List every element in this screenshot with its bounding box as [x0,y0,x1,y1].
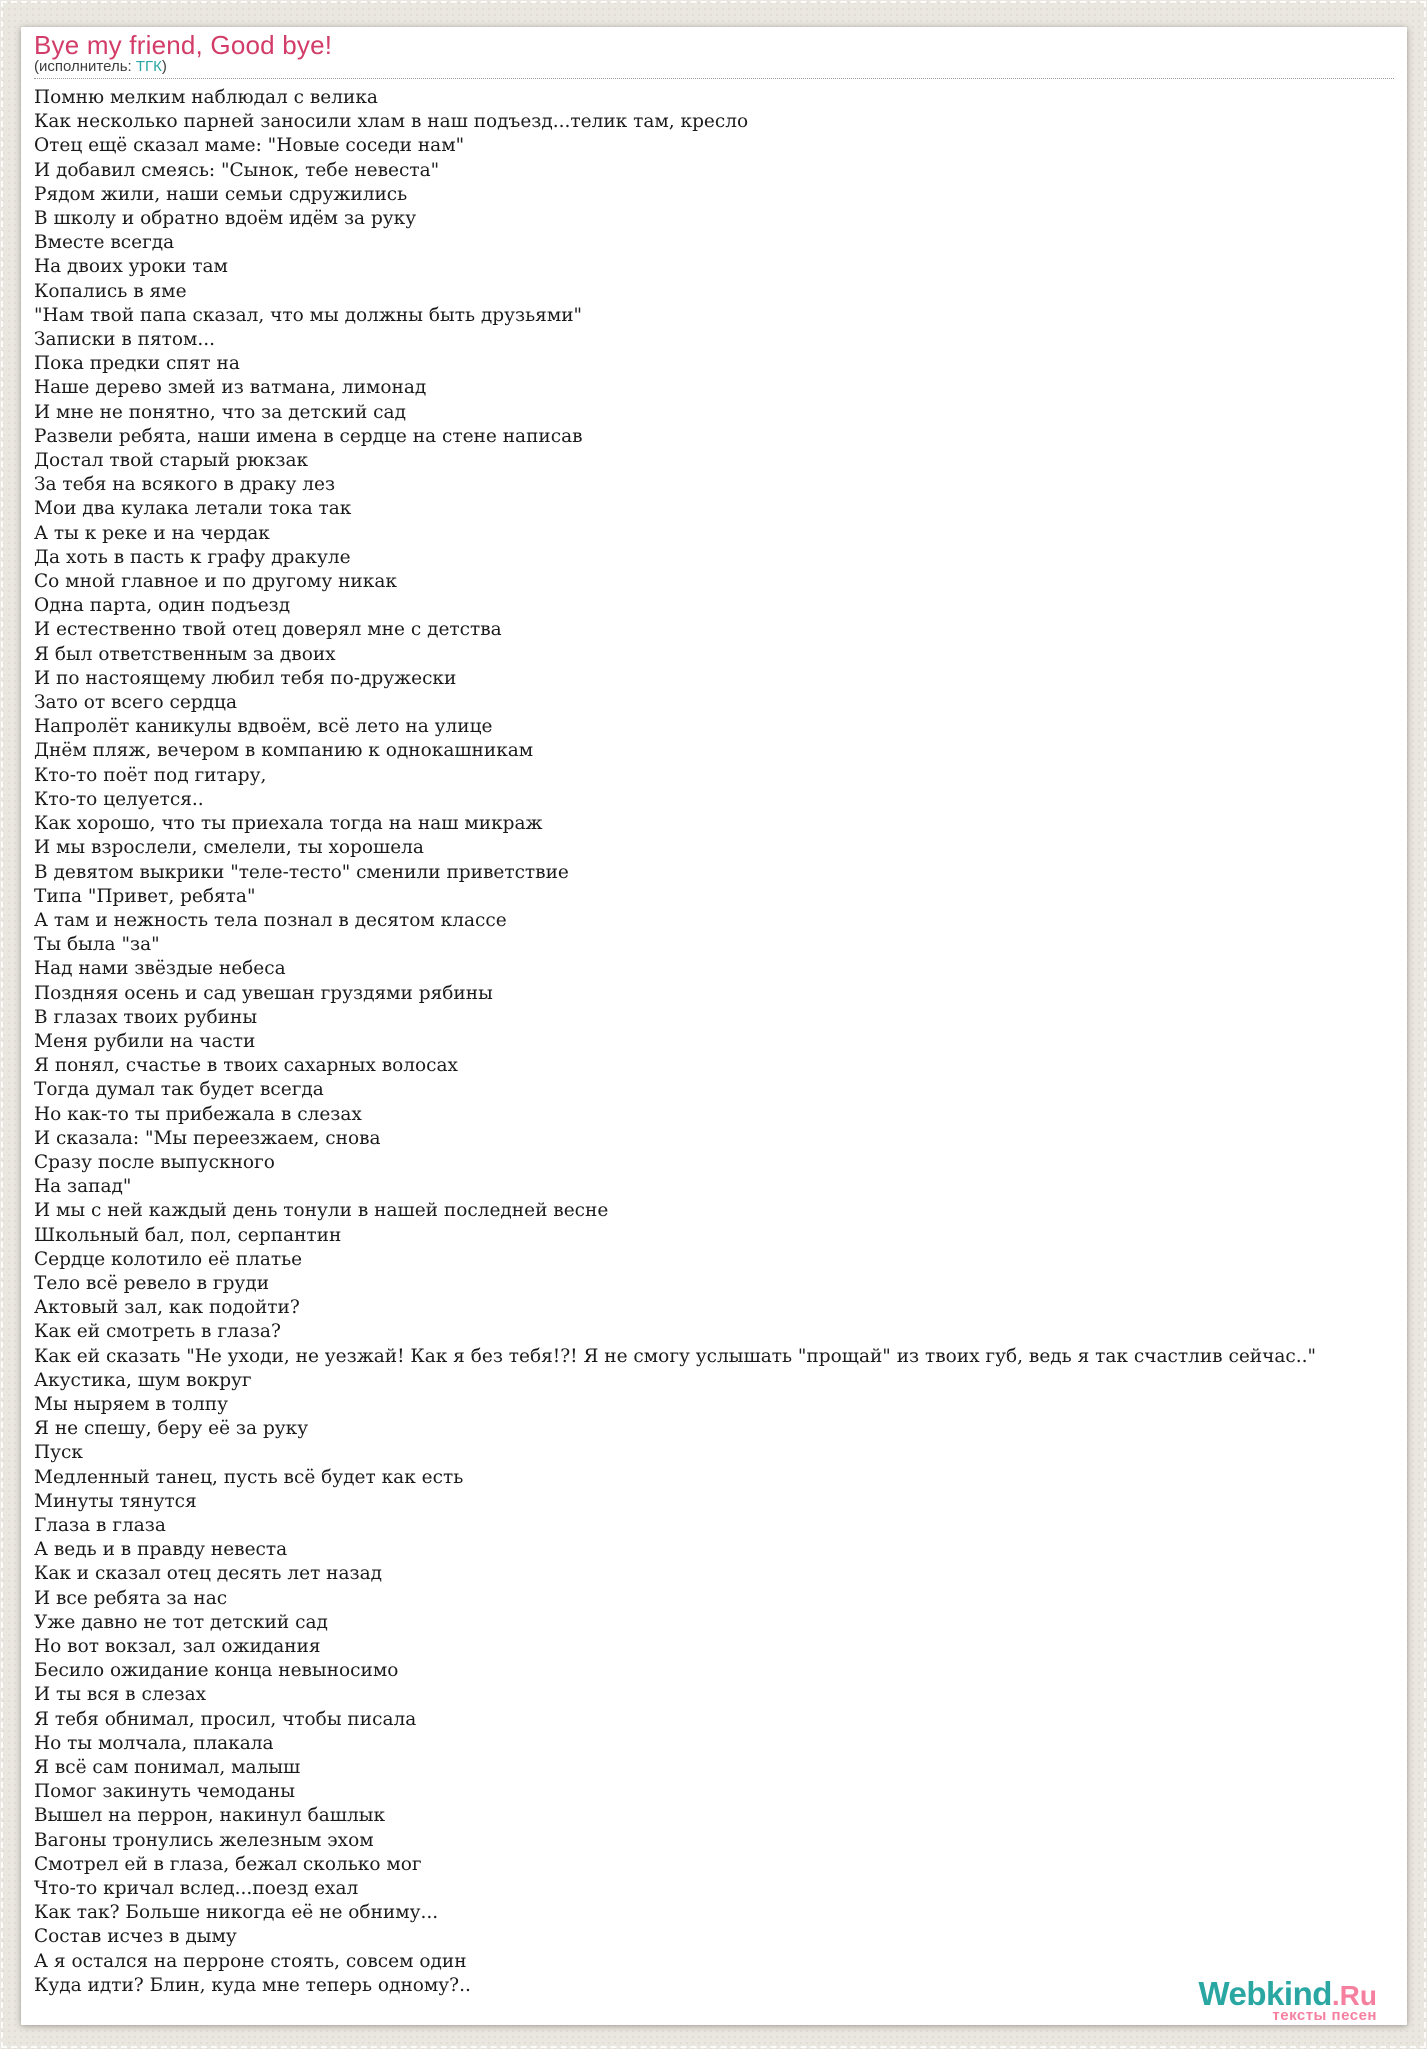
lyric-line: Я не спешу, беру её за руку [34,1418,309,1440]
lyric-line: На двоих уроки там [34,256,228,278]
lyric-line: Как хорошо, что ты приехала тогда на наш микраж [34,813,543,835]
lyric-line: Как и сказал отец десять лет назад [34,1563,383,1585]
lyric-line: Что-то кричал вслед...поезд ехал [34,1878,359,1900]
lyric-line: Одна парта, один подъезд [34,595,291,617]
dotted-separator [34,78,1394,79]
lyric-line: А я остался на перроне стоять, совсем один [34,1950,467,1972]
lyric-line: Помог закинуть чемоданы [34,1781,295,1803]
lyric-line: Наше дерево змей из ватмана, лимонад [34,377,427,399]
lyric-line: Отец ещё сказал маме: "Новые соседи нам" [34,135,465,157]
lyric-line: И мы взрослели, смелели, ты хорошела [34,837,424,859]
lyrics-card [21,27,1407,2025]
lyric-line: И мне не понятно, что за детский сад [34,401,406,423]
lyric-line: И все ребята за нас [34,1587,228,1609]
lyric-line: Достал твой старый рюкзак [34,450,309,472]
lyric-line: А ведь и в правду невеста [34,1539,288,1561]
lyric-line: В глазах твоих рубины [34,1006,258,1028]
logo-tagline: тексты песен [1272,2007,1377,2024]
lyric-line: Вагоны тронулись железным эхом [34,1829,374,1851]
lyric-line: Минуты тянутся [34,1490,197,1512]
lyric-line: Как ей смотреть в глаза? [34,1321,281,1343]
artist-prefix: (исполнитель: [34,58,136,75]
lyric-line: Я всё сам понимал, малыш [34,1757,301,1779]
lyric-line: Днём пляж, вечером в компанию к однокашникам [34,740,534,762]
lyric-line: И по настоящему любил тебя по-дружески [34,667,457,689]
lyrics-text [34,86,1394,1998]
lyric-line: Медленный танец, пусть всё будет как есть [34,1466,464,1488]
artist-link[interactable]: ТГК [135,58,162,75]
lyric-line: Акустика, шум вокруг [34,1369,252,1391]
lyric-line: Ты была "за" [34,934,160,956]
lyric-line: Рядом жили, наши семьи сдружились [34,183,408,205]
lyric-line: "Нам твой папа сказал, что мы должны быть друзьями" [34,304,583,326]
lyric-line: Со мной главное и по другому никак [34,571,397,593]
lyric-line: Да хоть в пасть к графу дракуле [34,546,351,568]
lyric-line: Как так? Больше никогда её не обниму... [34,1902,439,1924]
lyric-line: Школьный бал, пол, серпантин [34,1224,342,1246]
logo-wordmark [1198,1977,1377,2010]
lyric-line: Развели ребята, наши имена в сердце на стене написав [34,425,583,447]
lyric-line: И мы с ней каждый день тонули в нашей последней весне [34,1200,609,1222]
lyric-line: Глаза в глаза [34,1514,166,1536]
lyric-line: Пока предки спят на [34,353,240,375]
lyric-line: Смотрел ей в глаза, бежал сколько мог [34,1853,422,1875]
lyric-line: Копались в яме [34,280,187,302]
lyric-line: Напролёт каникулы вдвоём, всё лето на улице [34,716,493,738]
lyric-line: Я понял, счастье в твоих сахарных волосах [34,1055,458,1077]
lyric-line: Записки в пятом... [34,329,216,351]
lyric-line: И естественно твой отец доверял мне с детства [34,619,502,641]
lyric-line: Поздняя осень и сад увешан груздями рябины [34,982,493,1004]
lyric-line: Уже давно не тот детский сад [34,1611,328,1633]
lyric-line: А ты к реке и на чердак [34,522,270,544]
lyric-line: В школу и обратно вдоём идём за руку [34,208,417,230]
lyric-line: И сказала: "Мы переезжаем, снова [34,1127,381,1149]
lyric-line: Над нами звёздые небеса [34,958,286,980]
lyric-line: Тогда думал так будет всегда [34,1079,324,1101]
lyric-line: Состав исчез в дыму [34,1926,237,1948]
lyric-line: Сердце колотило её платье [34,1248,303,1270]
lyric-line: Как ей сказать "Не уходи, не уезжай! Как я без тебя!?! Я не смогу услышать "прощай" из твоих губ, ведь я так счастлив сейчас.." [34,1345,1316,1367]
song-title: Bye my friend, Good bye! [34,30,333,60]
lyric-line: Помню мелким наблюдал с велика [34,87,378,108]
lyric-line: В девятом выкрики "теле-тесто" сменили приветствие [34,861,569,883]
site-logo[interactable] [1198,1977,1377,2023]
lyric-line: Кто-то поёт под гитару, [34,764,267,786]
lyric-line: Актовый зал, как подойти? [34,1297,300,1319]
lyric-line: Тело всё ревело в груди [34,1272,270,1294]
lyric-line: Как несколько парней заносили хлам в наш подъезд...телик там, кресло [34,111,749,133]
lyric-line: Я тебя обнимал, просил, чтобы писала [34,1708,417,1730]
lyric-line: Сразу после выпускного [34,1151,275,1173]
logo-webkind: Webkind [1198,1975,1332,2012]
lyric-line: Меня рубили на части [34,1030,256,1052]
lyric-line: Мы ныряем в толпу [34,1393,228,1415]
lyric-line: А там и нежность тела познал в десятом классе [34,909,507,931]
lyric-line: Вместе всегда [34,232,175,254]
lyric-line: На запад" [34,1176,132,1198]
lyric-line: Куда идти? Блин, куда мне теперь одному?.. [34,1974,471,1996]
lyric-line: Но ты молчала, плакала [34,1732,274,1754]
lyric-line: Пуск [34,1442,83,1464]
lyric-line: Но вот вокзал, зал ожидания [34,1636,321,1657]
artist-line [34,59,1394,75]
lyric-line: Вышел на перрон, накинул башлык [34,1805,386,1827]
logo-ru: .Ru [1331,1980,1377,2011]
lyric-line: Типа "Привет, ребята" [34,885,256,907]
lyric-line: И ты вся в слезах [34,1684,207,1706]
lyric-line: Мои два кулака летали тока так [34,498,352,520]
artist-suffix: ) [161,58,167,75]
lyric-line: И добавил смеясь: "Сынок, тебе невеста" [34,159,440,181]
lyric-line: Зато от всего сердца [34,692,237,714]
lyric-line: Кто-то целуется.. [34,788,204,810]
lyric-line: Бесило ожидание конца невыносимо [34,1660,399,1682]
lyric-line: За тебя на всякого в драку лез [34,474,336,496]
lyric-line: Я был ответственным за двоих [34,643,336,665]
lyric-line: Но как-то ты прибежала в слезах [34,1103,362,1125]
